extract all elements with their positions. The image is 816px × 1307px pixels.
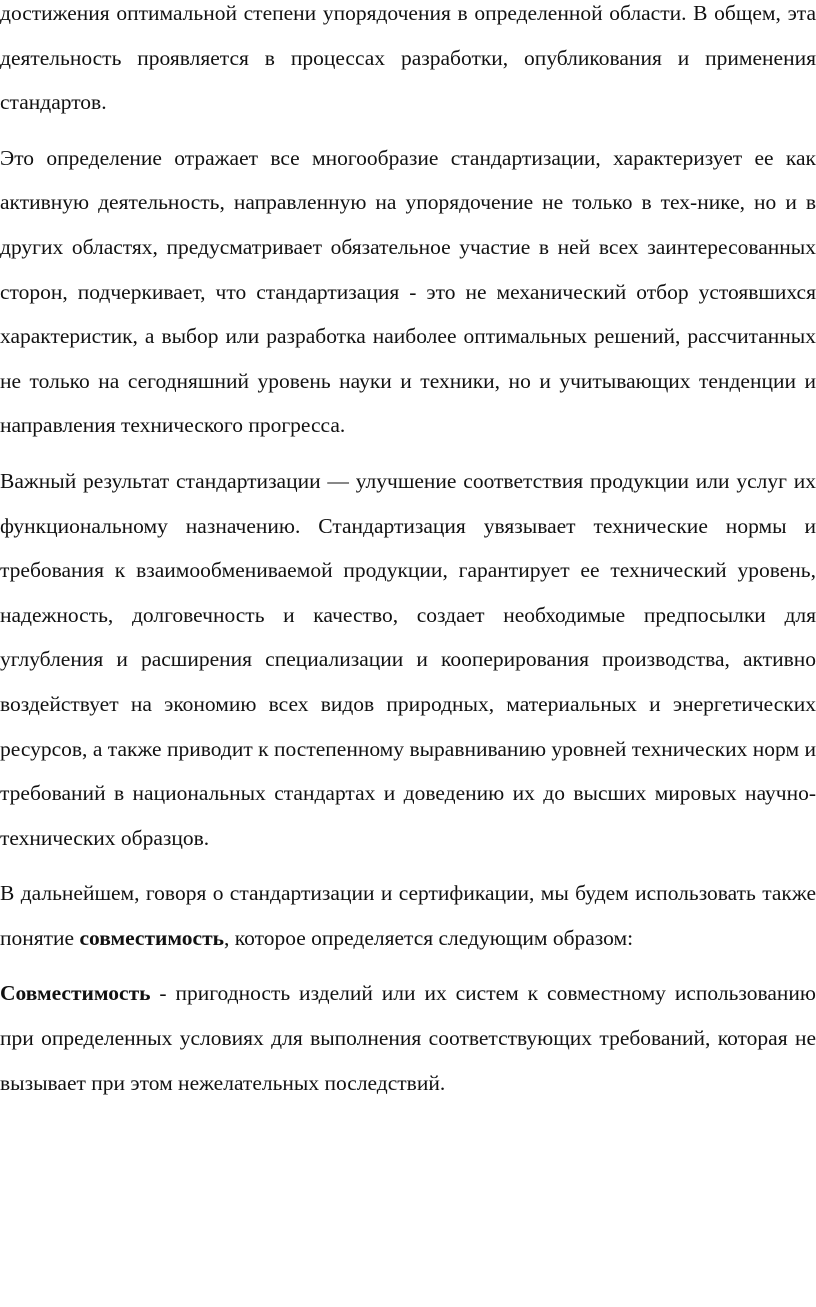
compatibility-term-heading: Совместимость [0, 981, 151, 1006]
paragraph-definition-reflection: Это определение отражает все многообразие стандартизации, характеризует ее как активную деятельность, направленную на упорядочение не только в тех-нике, но и в других областях, предусматривает обязательное участие в ней всех заинтересованных сторон, подчеркивает, что стандартизация - это не механический отбор устоявшихся характеристик, а выбор или разработка наиболее оптимальных решений, рассчитанных не только на сегодняшний уровень науки и техники, но и учитывающих тенденции и направления технического прогресса. [0, 145, 816, 438]
paragraph-compatibility-intro [0, 871, 816, 960]
compatibility-term-inline: совместимость [79, 925, 225, 950]
paragraph-standardization-definition-end: достижения оптимальной степени упорядочения в определенной области. В общем, эта деятельность проявляется в процессах разработки, опубликования и применения стандартов. [0, 1, 816, 115]
compatibility-intro-text: В дальнейшем, говоря о стандартизации и сертификации, мы будем использовать также понятие [0, 881, 816, 950]
compatibility-intro-tail: , которое определяется следующим образом: [224, 925, 634, 950]
compatibility-definition-text: - пригодность изделий или их систем к совместному использованию при определенных условиях для выполнения соответствующих требований, которая не вызывает при этом нежелательных последствий. [0, 981, 816, 1095]
paragraph-compatibility-definition [0, 971, 816, 1105]
paragraph-standardization-result: Важный результат стандартизации — улучшение соответствия продукции или услуг их функциональному назначению. Стандартизация увязывает технические нормы и требования к взаимообмениваемой продукции, гарантирует ее технический уровень, надежность, долговечность и качество, создает необходимые предпосылки для углубления и расширения специализации и кооперирования производства, активно воздействует на экономию всех видов природных, материальных и энергетических ресурсов, а также приводит к постепенному выравниванию уровней технических норм и требований в национальных стандартах и доведению их до высших мировых научно-технических образцов. [0, 468, 816, 850]
